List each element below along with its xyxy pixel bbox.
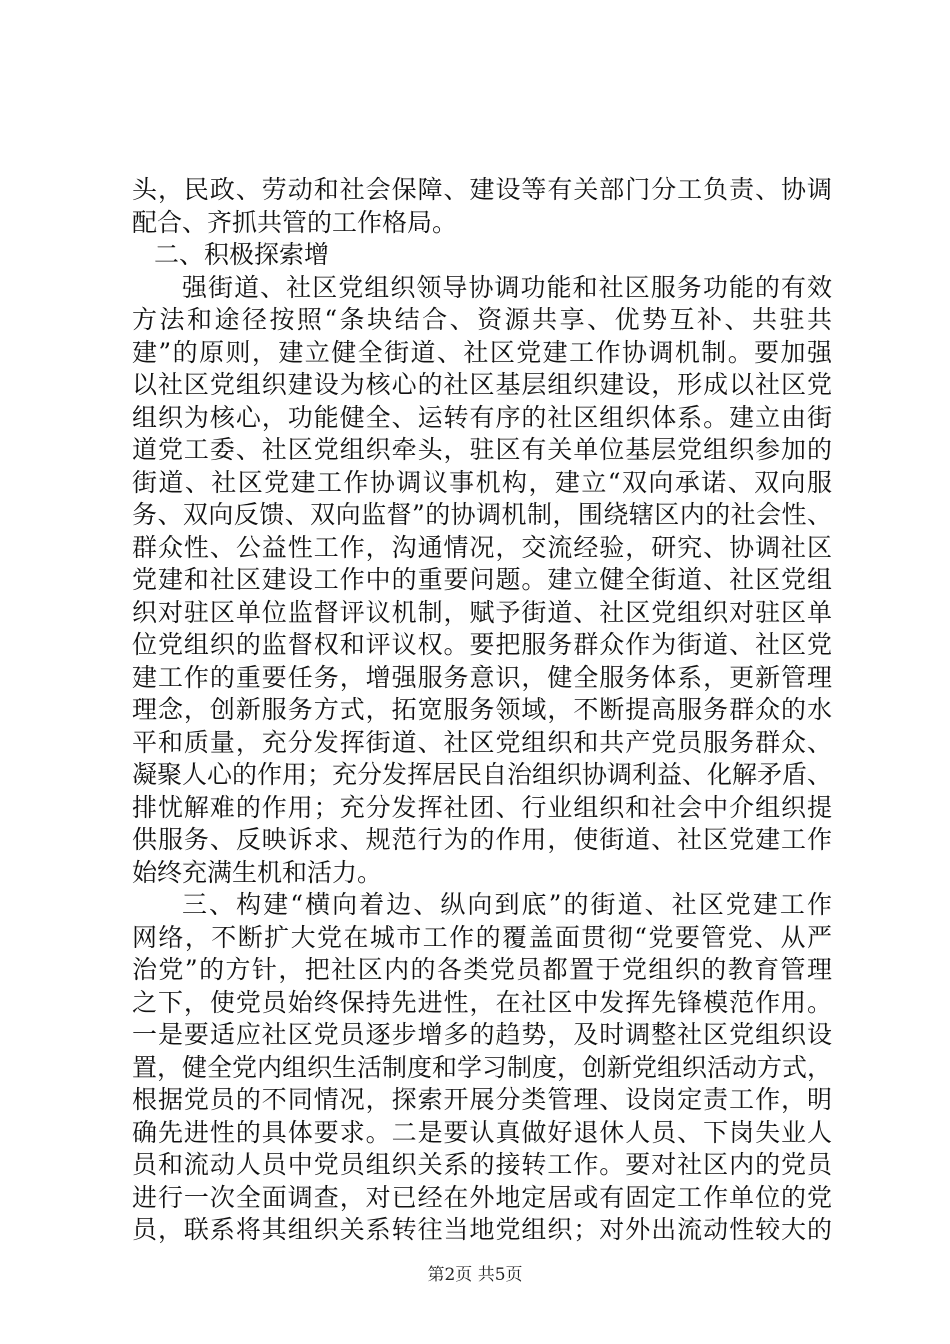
text-line: 置，健全党内组织生活制度和学习制度，创新党组织活动方式， [132,1052,833,1082]
text-line: 三、构建“横向着边、纵向到底”的街道、社区党建工作 [182,890,832,919]
text-line: 务、双向反馈、双向监督”的协调机制，围绕辖区内的社会性、 [132,500,832,529]
text-line: 群众性、公益性工作，沟通情况，交流经验，研究、协调社区 [132,532,832,562]
text-line: 进行一次全面调查，对已经在外地定居或有固定工作单位的党 [132,1182,832,1212]
text-line: 网络，不断扩大党在城市工作的覆盖面贯彻“党要管党、从严 [132,922,832,952]
text-line: 二、积极探索增 [154,240,330,269]
text-line: 织对驻区单位监督评议机制，赋予街道、社区党组织对驻区单 [132,597,832,627]
text-line: 员，联系将其组织关系转往当地党组织；对外出流动性较大的 [132,1215,832,1244]
text-line: 员和流动人员中党员组织关系的接转工作。要对社区内的党员 [132,1150,832,1179]
text-line: 一是要适应社区党员逐步增多的趋势，及时调整社区党组织设 [132,1020,832,1049]
text-line: 供服务、反映诉求、规范行为的作用，使街道、社区党建工作 [132,825,832,854]
text-line: 确先进性的具体要求。二是要认真做好退休人员、下岗失业人 [132,1117,832,1147]
text-line: 头，民政、劳动和社会保障、建设等有关部门分工负责、协调 [132,175,832,204]
text-line: 根据党员的不同情况，探索开展分类管理、设岗定责工作，明 [132,1085,832,1114]
text-line: 之下，使党员始终保持先进性，在社区中发挥先锋模范作用。 [132,987,832,1017]
text-line: 平和质量，充分发挥街道、社区党组织和共产党员服务群众、 [132,727,832,757]
text-line: 以社区党组织建设为核心的社区基层组织建设，形成以社区党 [132,370,832,399]
text-line: 组织为核心，功能健全、运转有序的社区组织体系。建立由街 [132,402,832,432]
text-line: 建”的原则，建立健全街道、社区党建工作协调机制。要加强 [132,337,832,367]
page-footer [0,1264,950,1286]
text-line: 理念，创新服务方式，拓宽服务领域，不断提高服务群众的水 [132,695,832,724]
text-line: 街道、社区党建工作协调议事机构，建立“双向承诺、双向服 [132,467,832,497]
text-line: 道党工委、社区党组织牵头，驻区有关单位基层党组织参加的 [132,435,832,464]
text-line: 方法和途径按照“条块结合、资源共享、优势互补、共驻共 [132,305,832,334]
text-line: 治党”的方针，把社区内的各类党员都置于党组织的教育管理 [132,955,832,984]
text-line: 强街道、社区党组织领导协调功能和社区服务功能的有效 [182,272,832,302]
page-number: 第2页 共5页 [427,1265,523,1285]
text-line: 配合、齐抓共管的工作格局。 [132,207,458,237]
text-line: 凝聚人心的作用；充分发挥居民自治组织协调利益、化解矛盾、 [132,760,833,789]
text-line: 位党组织的监督权和评议权。要把服务群众作为街道、社区党 [132,630,832,659]
text-line: 党建和社区建设工作中的重要问题。建立健全街道、社区党组 [132,565,832,594]
document-body [132,174,832,1247]
text-line: 建工作的重要任务，增强服务意识，健全服务体系，更新管理 [132,662,832,692]
text-line: 始终充满生机和活力。 [132,857,383,887]
text-line: 排忧解难的作用；充分发挥社团、行业组织和社会中介组织提 [132,792,832,822]
